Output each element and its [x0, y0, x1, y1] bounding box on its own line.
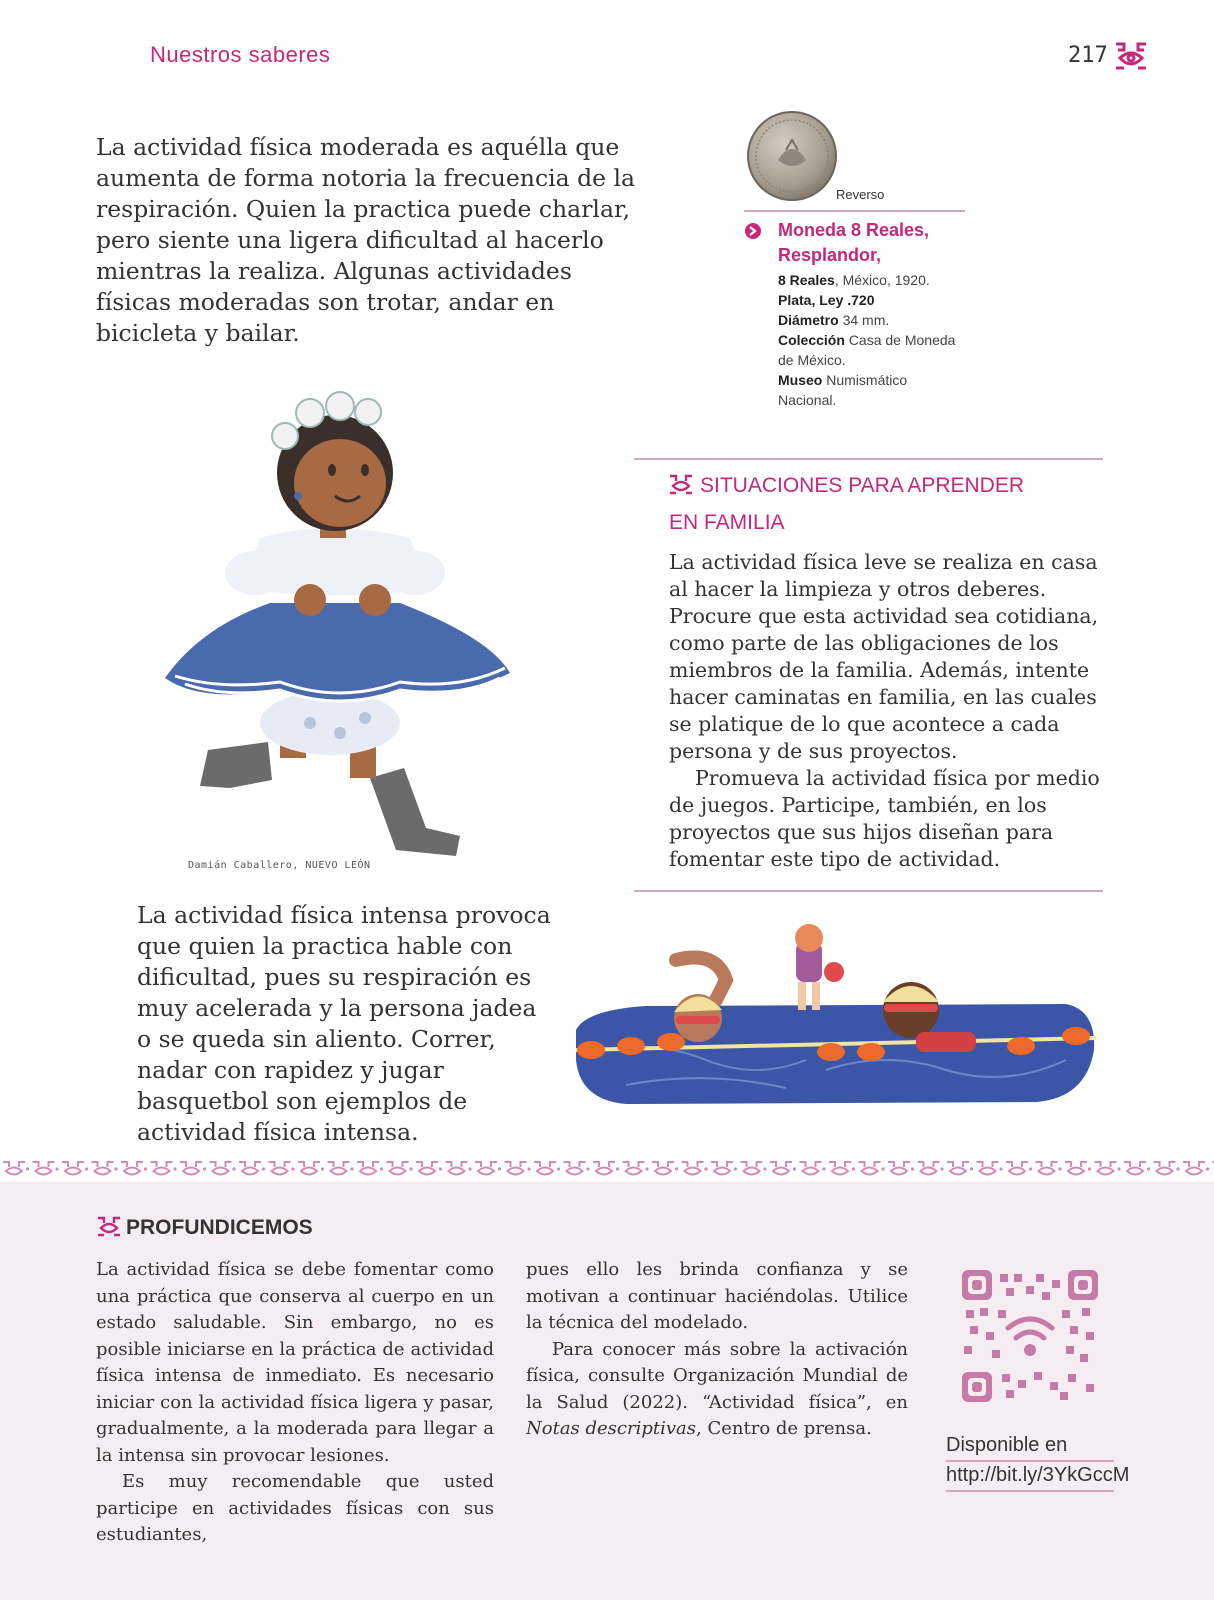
profundicemos-column-1: [96, 1257, 494, 1549]
swimming-pool-illustration: [566, 920, 1102, 1116]
moderate-activity-paragraph: La actividad física moderada es aquélla que aumenta de forma notoria la frecuencia de la respiración. Quien la practica puede charlar, pero siente una ligera dificultad al hacerlo mientras la realiza. Algunas actividades físicas moderadas son trotar, andar en bicicleta y bailar.: [96, 133, 636, 347]
chevron-right-icon: [744, 222, 762, 240]
section-title: Nuestros saberes: [150, 42, 331, 67]
profundicemos-col1-p2: Es muy recomendable que usted participe en actividades físicas con sus estudiantes,: [96, 1471, 494, 1545]
coin-image: [746, 110, 838, 202]
family-box-bottom-rule: [634, 890, 1103, 892]
family-box-title-2: EN FAMILIA: [669, 511, 785, 534]
profundicemos-column-2: [526, 1257, 908, 1443]
profundicemos-col2-p1: pues ello les brinda confianza y se motivan a continuar haciéndolas. Utilice la técnica del modelado.: [526, 1259, 908, 1333]
coin-divider: [744, 210, 965, 212]
family-paragraph-1: La actividad física leve se realiza en casa al hacer la limpieza y otros deberes. Procure que esta actividad sea cotidiana, como parte de las obligaciones de los miembros de la familia. Además, intente hacer caminatas en familia, en las cuales se platique de lo que acontece a cada persona y de sus proyectos.: [669, 550, 1099, 763]
qr-code[interactable]: [962, 1270, 1098, 1402]
family-box-title-1: SITUACIONES PARA APRENDER: [700, 474, 1025, 497]
coin-museum-2: Nacional.: [778, 392, 837, 408]
intense-activity-paragraph: La actividad física intensa provoca que quien la practica hable con dificultad, pues su respiración es muy acelerada y la persona jadea o se queda sin aliento. Correr, nadar con rapidez y jugar basquetbol son ejemplos de actividad física intensa.: [137, 901, 551, 1146]
qr-link[interactable]: http://bit.ly/3YkGccM: [946, 1464, 1130, 1486]
coin-side-label: Reverso: [836, 187, 885, 202]
coin-denomination: 8 Reales, México, 1920.: [778, 272, 930, 288]
profundicemos-col1-p1: La actividad física se debe fomentar como una práctica que conserva al cuerpo en un estado saludable. Sin embargo, no es posible iniciarse en la práctica de actividad física intensa de inmediato. Es necesario iniciar con la actividad física ligera y pasar, gradualmente, a la moderada para llegar a la intensa sin provocar lesiones.: [96, 1259, 494, 1466]
glyph-ornament-icon: [668, 472, 694, 496]
coin-collection: Colección Casa de Moneda: [778, 332, 956, 348]
profundicemos-title: PROFUNDICEMOS: [126, 1216, 313, 1239]
qr-link-underline: [946, 1490, 1114, 1492]
coin-title-line1: Moneda 8 Reales,: [778, 220, 930, 240]
coin-museum: Museo Numismático: [778, 372, 908, 388]
family-box-top-rule: [634, 458, 1103, 460]
decorative-glyph-band: [0, 1158, 1214, 1180]
page-number: 217: [1068, 43, 1108, 68]
coin-collection-2: de México.: [778, 352, 846, 368]
illustration-credit: Damián Caballero, NUEVO LEÓN: [188, 860, 371, 871]
coin-caption: [778, 218, 978, 410]
coin-title-line2: Resplandor,: [778, 245, 882, 265]
glyph-ornament-icon: [96, 1214, 122, 1238]
family-paragraph-2: Promueva la actividad física por medio de juegos. Participe, también, en los proyectos que sus hijos diseñan para fomentar este tipo de actividad.: [669, 766, 1100, 871]
coin-metal: Plata, Ley .720: [778, 292, 875, 308]
coin-diameter: Diámetro 34 mm.: [778, 312, 890, 328]
family-box-text: [669, 549, 1109, 873]
qr-caption-available: Disponible en: [946, 1434, 1068, 1456]
glyph-ornament-icon: [1112, 38, 1150, 74]
dancer-illustration: [160, 378, 520, 868]
profundicemos-col2-p2: Para conocer más sobre la activación física, consulte Organización Mundial de la Salud (2022). “Actividad física”, en Notas descriptivas, Centro de prensa.: [526, 1338, 908, 1439]
